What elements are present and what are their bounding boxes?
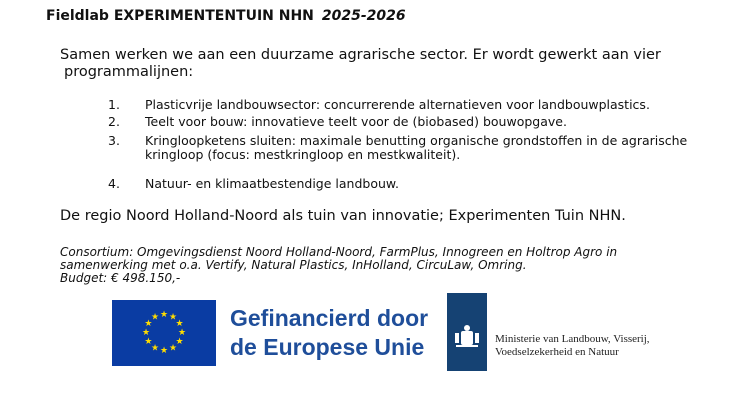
list-item-text: Plasticvrije landbouwsector: concurrerende alternatieven voor landbouwplastics. xyxy=(145,97,650,112)
svg-text:★: ★ xyxy=(168,312,178,323)
list-item-text: Teelt voor bouw: innovatieve teelt voor de (biobased) bouwopgave. xyxy=(145,114,567,129)
svg-text:★: ★ xyxy=(141,328,151,338)
eu-text-line-2: de Europese Unie xyxy=(230,334,425,360)
svg-text:★: ★ xyxy=(177,328,187,338)
title-year: 2025-2026 xyxy=(321,8,406,24)
svg-text:★: ★ xyxy=(159,310,169,320)
list-item-text-continued: kringloop (focus: mestkringloop en mestkwaliteit). xyxy=(145,147,461,162)
svg-text:★: ★ xyxy=(168,343,178,354)
eu-text-line-1: Gefinancierd door xyxy=(230,305,429,331)
svg-text:★: ★ xyxy=(150,312,160,323)
ministry-band xyxy=(447,293,487,371)
eu-stars-icon xyxy=(112,300,216,366)
intro-paragraph xyxy=(60,47,661,81)
intro-line-2: programmalijnen: xyxy=(64,64,194,80)
svg-text:★: ★ xyxy=(175,337,184,347)
consortium-line-2: samenwerking met o.a. Vertify, Natural Plastics, InHolland, CircuLaw, Omring. xyxy=(60,258,527,272)
coat-of-arms-icon xyxy=(447,293,487,371)
list-item-number: 3. xyxy=(108,133,120,148)
eu-funding-text xyxy=(230,304,428,362)
svg-text:★: ★ xyxy=(150,343,160,354)
svg-text:★: ★ xyxy=(144,337,153,347)
eu-flag-icon xyxy=(112,300,216,366)
list-item-number: 1. xyxy=(108,97,120,112)
list-item-number: 4. xyxy=(108,176,120,191)
budget-line: Budget: € 498.150,- xyxy=(60,271,181,285)
list-item-number: 2. xyxy=(108,114,120,129)
consortium-line-1: Consortium: Omgevingsdienst Noord Holland-Noord, FarmPlus, Innogreen en Holtrop Agro in xyxy=(60,245,618,259)
eu-funding-logo xyxy=(112,300,440,366)
ministry-logo xyxy=(447,293,742,371)
ministry-line-1: Ministerie van Landbouw, Visserij, xyxy=(495,333,650,345)
ministry-line-2: Voedselzekerheid en Natuur xyxy=(495,346,619,358)
document-title xyxy=(46,8,406,24)
regio-statement: De regio Noord Holland-Noord als tuin van innovatie; Experimenten Tuin NHN. xyxy=(60,208,626,224)
list-item-text: Kringloopketens sluiten: maximale benutting organische grondstoffen in de agrarische xyxy=(145,133,688,148)
ministry-name xyxy=(495,333,650,359)
title-text: Fieldlab EXPERIMENTENTUIN NHN xyxy=(46,8,314,24)
svg-text:★: ★ xyxy=(144,319,153,329)
svg-text:★: ★ xyxy=(159,346,169,356)
consortium-block xyxy=(60,246,617,285)
intro-line-1: Samen werken we aan een duurzame agrarische sector. Er wordt gewerkt aan vier xyxy=(60,47,661,63)
list-item-text: Natuur- en klimaatbestendige landbouw. xyxy=(145,176,399,191)
svg-text:★: ★ xyxy=(175,319,184,329)
